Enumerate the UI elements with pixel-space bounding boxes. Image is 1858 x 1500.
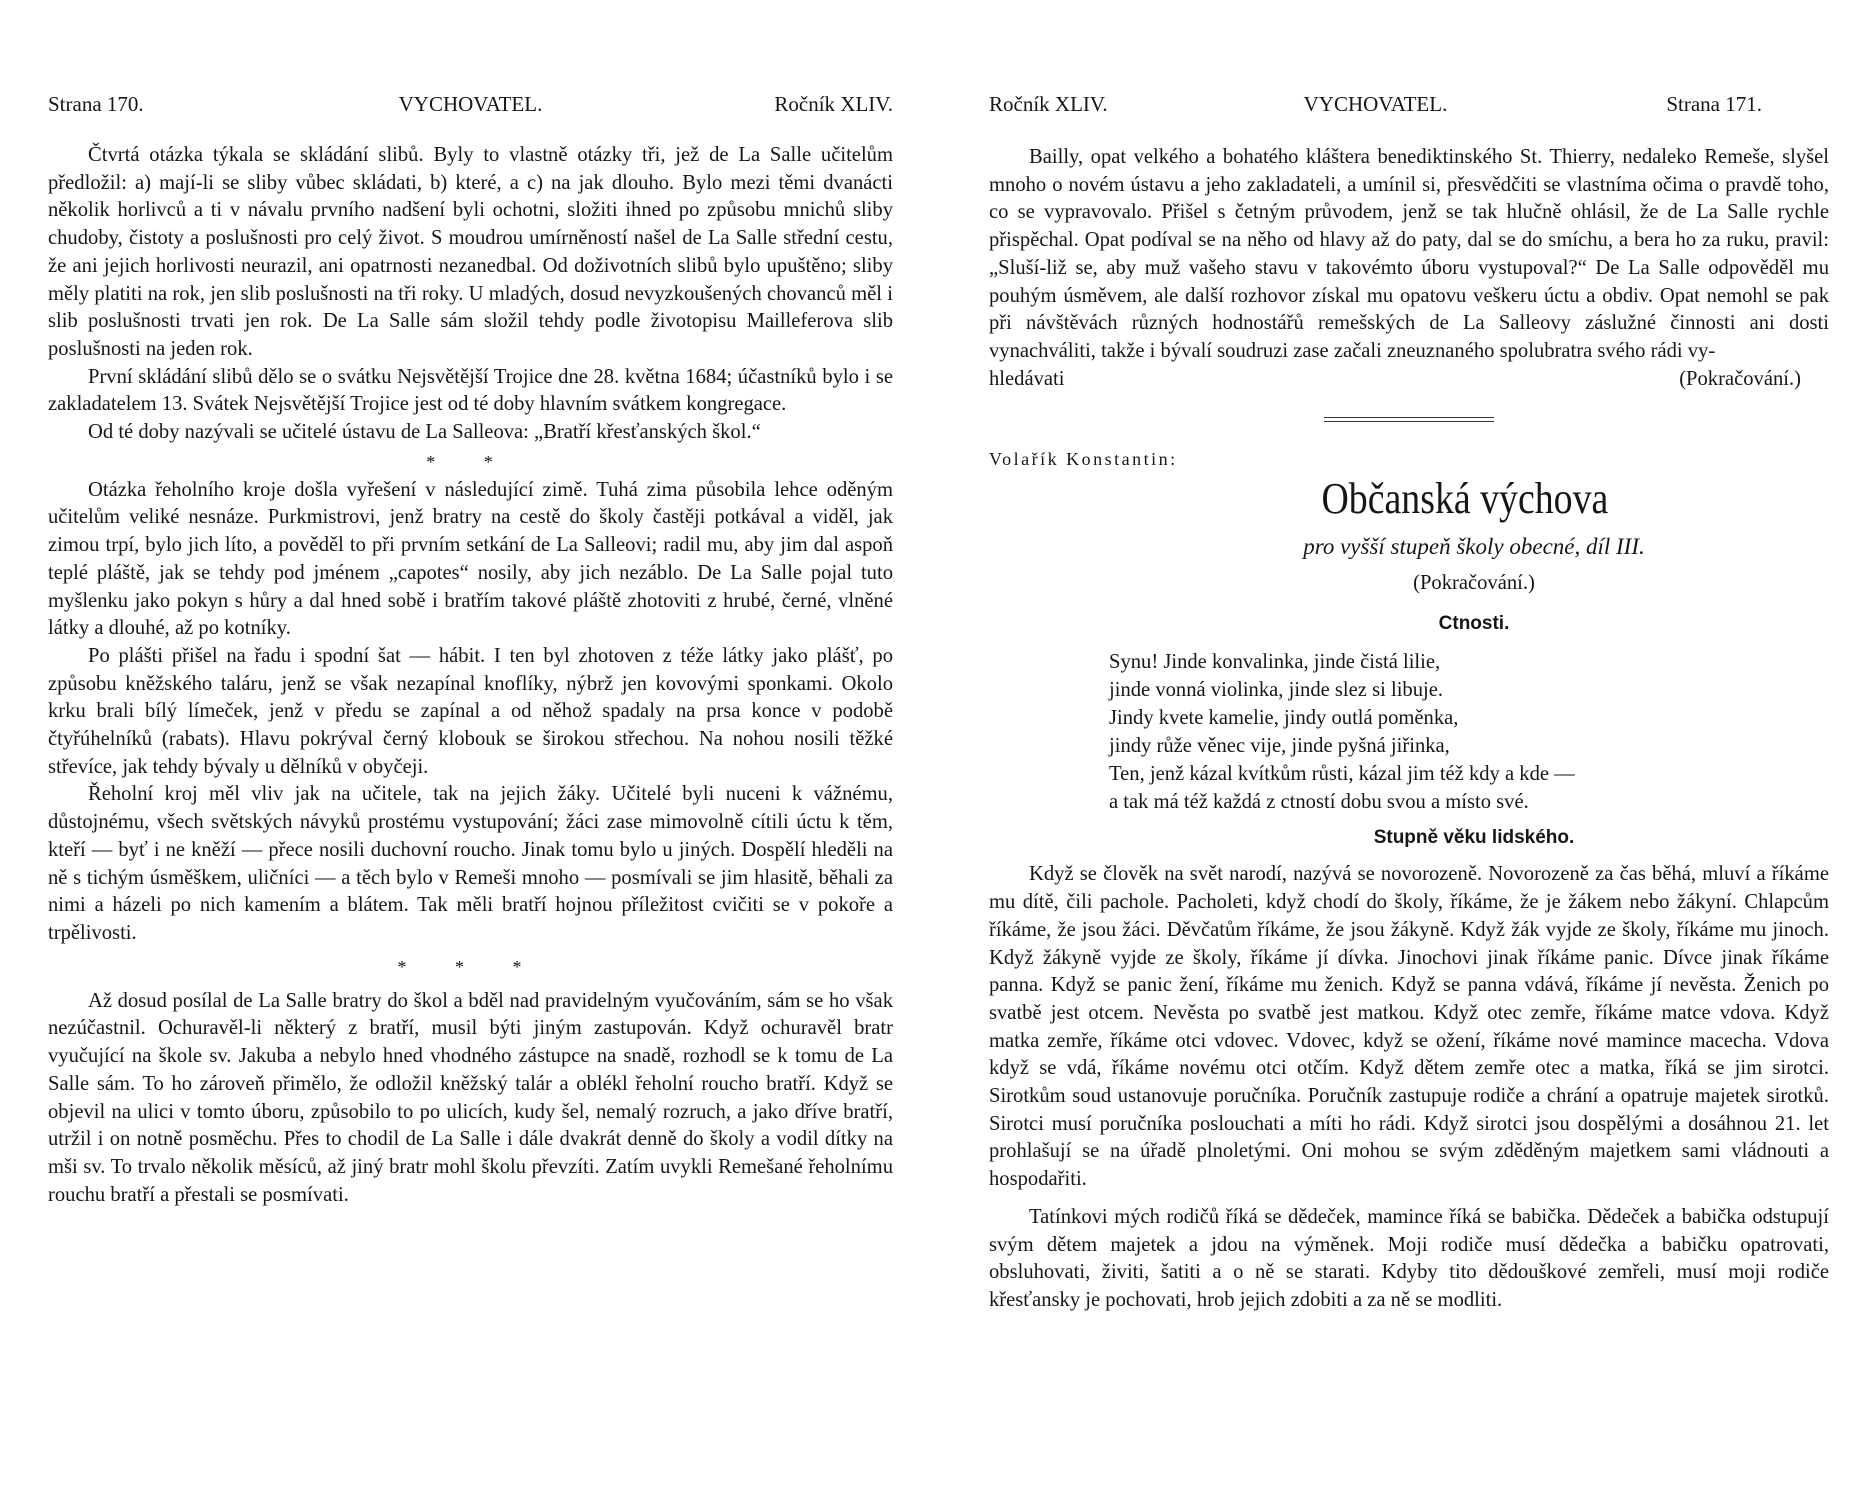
paragraph-grandparents: Tatínkovi mých rodičů říká se dědeček, mamince říká se babička. Dědeček a babička odstupují svým dětem majetek a jdou na výměnek. Moji rodiče musí dědečka a babičku opatrovati, obsluhovati, živiti, šatiti a o ně se starati. Kdyby tito dědouškové zemřeli, musí moji rodiče křesťansky je pochovati, hrob jejich zdobiti a za ně se modliti. [989, 1205, 1829, 1311]
to-be-continued: (Pokračování.) [1679, 367, 1801, 390]
article-title: Občanská výchova [1321, 474, 1609, 524]
poem [1109, 648, 1799, 816]
left-journal-title: VYCHOVATEL. [398, 92, 543, 116]
paragraph-habit-cloak: Otázka řeholního kroje došla vyřešení v následující zimě. Tuhá zima působila lehce oděným učitelům veliké nesnáze. Purkmistrovi, jenž bratry na cestě do školy častěji potkával a viděl, jak zimou trpí, bylo jich líto, a pověděl to při prvním setkání de La Salleovi; radil mu, aby jim dal aspoň teplé pláště, jak se tehdy pod jménem „capotes“ nosily, aby jich nezáblo. De La Salle pojal tuto myšlenku jako pokyn s hůry a dal hned sobě i bratřím takové pláště zhotoviti z hrubé, černé, vlněné látky a dlouhé, až po kotníky. [48, 478, 893, 640]
article-continued-note: (Pokračování.) [1413, 572, 1535, 595]
left-page-header [48, 92, 893, 122]
left-page-number: Strana 170. [48, 92, 144, 116]
poem-line: jinde vonná violinka, jinde slez si libuje. [1109, 678, 1444, 701]
section-separator-stars: * * * [397, 956, 544, 977]
paragraph-habit-influence: Řeholní kroj měl vliv jak na učitele, tak na jejich žáky. Učitelé byli nuceni k vážnému, důstojnému, všech světských návyků prostému vystupování; žáci zase mimovolně cítili úctu k těm, kteří — byť i ne kněží — přece nosili duchovní roucho. Jinak tomu bylo u jiných. Dospělí hleděli na ně s tichým úsměškem, uličníci — a těch bylo v Remeši mnoho — posmívali se jim hlasitě, běhali za nimi a házeli po nich kamením a blátem. Tak měli bratří hojnou příležitost cvičiti se v pokoře a trpělivosti. [48, 783, 893, 944]
poem-line: jindy růže věnec vije, jinde pyšná jiřinka, [1109, 734, 1450, 757]
poem-line: a tak má též každá z ctností dobu svou a místo své. [1109, 790, 1529, 813]
double-rule-divider [1324, 417, 1494, 422]
paragraph-vows: Čtvrtá otázka týkala se skládání slibů. Byly to vlastně otázky tři, jež de La Salle učitelům předložil: a) mají-li se sliby vůbec skládati, b) které, a c) na jak dlouho. Bylo mezi těmi dvanácti několik horlivců a ti v návalu prvního nadšení byli ochotni, složiti ihned po způsobu mnichů sliby chudoby, čistoty a poslušnosti pro celý život. S moudrou umírněností našel de La Salle střední cestu, že ani jejich horlivosti neurazil, ani opatrnosti nezanedbal. Od doživotních slibů bylo upuštěno; sliby měly platiti na rok, jen slib poslušnosti na tři roky. U mladých, dosud nevyzkoušených chovanců měl i slib poslušnosti trvati jen rok. De La Salle sám složil tehdy podle životopisu Mailleferova slib poslušnosti na jeden rok. [48, 144, 893, 360]
right-text-column [989, 144, 1829, 1315]
right-volume: Ročník XLIV. [989, 92, 1108, 116]
section-heading-virtues: Ctnosti. [1438, 613, 1510, 635]
paragraph-end-line [989, 366, 1829, 394]
article-author: Volařík Konstantin: [989, 449, 1178, 470]
left-volume: Ročník XLIV. [774, 92, 893, 116]
paragraph-abbot-bailly: Bailly, opat velkého a bohatého kláštera benediktinského St. Thierry, nedaleko Remeše, slyšel mnoho o novém ústavu a jeho zakladateli, a umínil si, přesvědčiti se vlastníma očima o pravdě toho, co se vypravovalo. Přišel s četným průvodem, jenž se tak hlučně ohlásil, že de La Salle rychle přispěchal. Opat podíval se na něho od hlavy až do paty, dal se do smíchu, a bera ho za ruku, pravil: „Sluší-liž se, aby muž vašeho stavu v takovémto úboru vystupoval?“ De La Salle odpověděl mu pouhým úsměvem, ale další rozhovor získal mu opatovu veškeru úctu a obdiv. Opat nemohl se pak při návštěvách různých hodnostářů remešských de La Salleovy záslužné činnosti ani dosti vynachváliti, takže i bývalí soudruzi zase začali zneuznaného spolubratra svého rádi vy- [989, 146, 1829, 362]
poem-line: Ten, jenž kázal kvítkům růsti, kázal jim též kdy a kde — [1109, 762, 1575, 785]
paragraph-de-la-salle-teaching: Až dosud posílal de La Salle bratry do škol a bděl nad pravidelným vyučováním, sám se ho však nezúčastnil. Ochuravěl-li některý z bratří, musil býti jiným zastupován. Když ochuravěl bratr vyučující na škole sv. Jakuba a nebylo hned vhodného zástupce na snadě, rozhodl se k tomu de La Salle sám. To ho zároveň přimělo, že odložil kněžský talár a oblékl řeholní roucho bratří. Když se objevil na ulici v tomto úboru, způsobilo to po ulicích, kudy šel, nemalý rozruch, a jako dříve bratří, utržil i on notně posměchu. Přes to chodil de La Salle i dále dvakrát denně do školy a vodil dítky na mši sv. To trvalo několik měsíců, až jiný bratr mohl školu převzíti. Zatím uvykli Remešané řeholnímu rouchu bratří a přestali se posmívati. [48, 989, 893, 1206]
right-page-number: Strana 171. [1666, 92, 1762, 116]
paragraph-habit-dress: Po plášti přišel na řadu i spodní šat — hábit. I ten byl zhotoven z téže látky jako plášť, po způsobu kněžského taláru, jenž se však nezapínal knoflíky, nýbrž jen kovovými sponkami. Okolo krku brali bílý límeček, jenž v předu se zapínal a od něhož spadaly na prsa konce v podobě čtyřúhelníků (rabats). Hlavu pokrýval černý klobouk se širokou střechou. Na nohou nosili těžké střevíce, jak tehdy bývaly u dělníků v obyčeji. [48, 644, 893, 778]
paragraph-last-word: hledávati [989, 367, 1065, 390]
paragraph-first-vows: První skládání slibů dělo se o svátku Nejsvětější Trojice dne 28. května 1684; účastníků bylo i se zakladatelem 13. Svátek Nejsvětější Trojice jest od té doby hlavním svátkem kongregace. [48, 365, 893, 416]
right-page-header [989, 92, 1762, 122]
section-separator-stars: * * [426, 451, 515, 472]
section-heading-life-stages: Stupně věku lidského. [1373, 826, 1575, 848]
poem-line: Synu! Jinde konvalinka, jinde čistá lilie, [1109, 650, 1441, 673]
poem-line: Jindy kvete kamelie, jindy outlá poměnka, [1109, 706, 1459, 729]
paragraph-brothers-name: Od té doby nazývali se učitelé ústavu de La Salleova: „Bratří křesťanských škol.“ [88, 421, 761, 444]
paragraph-life-stages: Když se člověk na svět narodí, nazývá se novorozeně. Novorozeně za čas běhá, mluví a říkáme mu dítě, čili pachole. Pacholeti, když chodí do školy, říkáme, že je žákem nebo žákyní. Chlapcům říkáme, že jsou žáci. Děvčatům říkáme, že jsou žákyně. Když žák vyjde ze školy, říkáme mu jinoch. Když žákyně vyjde ze školy, říkáme jí dívka. Jinochovi jinak říkáme panic. Dívce jinak říkáme panna. Když se panic žení, říkáme mu ženich. Když se panna vdává, říkáme jí nevěsta. Ženich po svatbě jest otcem. Nevěsta po svatbě jest matkou. Když otec zemře, říkáme matce vdova. Když matka zemře, říkáme otci vdovec. Vdovec, když se ožení, říkáme nové mamince macecha. Vdova když se vdá, říkáme novému otci otčím. Když dětem zemře otec a matka, říká se jim sirotci. Sirotkům soud ustanovuje poručníka. Poručník zastupuje rodiče a chrání a opatruje majetek sirotků. Sirotci musí poručníka poslouchati a míti ho rádi. Když sirotci jsou dospělými a dosáhnou 21. let prohlašují se na úřadě plnoletými. Oni mohou se svým zděděným majetkem sami vládnouti a hospodařiti. [989, 863, 1829, 1191]
right-journal-title: VYCHOVATEL. [1303, 92, 1448, 116]
article-subtitle: pro vyšší stupeň školy obecné, díl III. [1303, 534, 1645, 560]
left-text-column [48, 142, 893, 1209]
right-page [929, 0, 1858, 1500]
